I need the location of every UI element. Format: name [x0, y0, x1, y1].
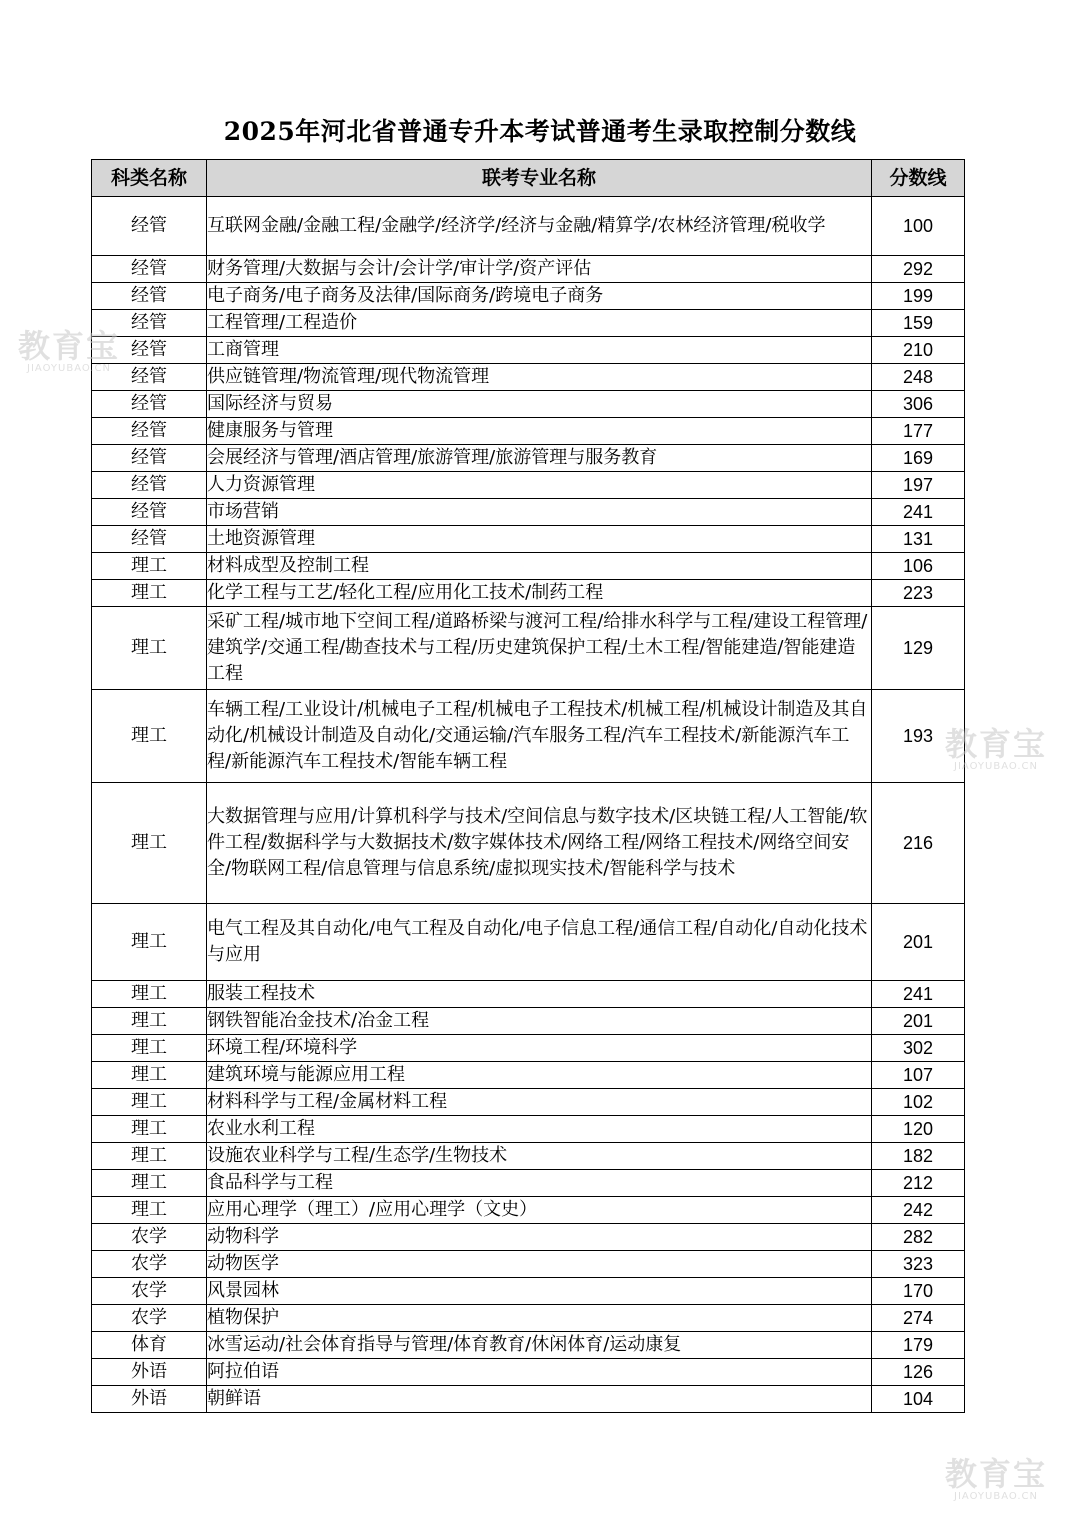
category-cell: 理工: [92, 580, 207, 607]
major-cell: 设施农业科学与工程/生态学/生物技术: [207, 1143, 872, 1170]
table-row: [92, 445, 965, 472]
table-row: [92, 1305, 965, 1332]
table-row: [92, 1278, 965, 1305]
page-title: 2025年河北省普通专升本考试普通考生录取控制分数线: [223, 117, 857, 146]
category-cell: 经管: [92, 283, 207, 310]
major-cell: 工程管理/工程造价: [207, 310, 872, 337]
category-cell: 经管: [92, 310, 207, 337]
table-header-row: [92, 160, 965, 197]
major-cell: 电气工程及其自动化/电气工程及自动化/电子信息工程/通信工程/自动化/自动化技术与应用: [207, 904, 872, 981]
category-cell: 理工: [92, 981, 207, 1008]
major-cell: 动物医学: [207, 1251, 872, 1278]
score-cell: 223: [872, 580, 965, 607]
score-table: [91, 159, 965, 1413]
watermark: [945, 1455, 1048, 1502]
table-row: [92, 553, 965, 580]
score-cell: 248: [872, 364, 965, 391]
major-cell: 服装工程技术: [207, 981, 872, 1008]
watermark: [945, 725, 1048, 772]
major-cell: 健康服务与管理: [207, 418, 872, 445]
score-cell: 212: [872, 1170, 965, 1197]
score-cell: 107: [872, 1062, 965, 1089]
category-cell: 理工: [92, 904, 207, 981]
table-body: [92, 197, 965, 1413]
header-major: 联考专业名称: [207, 160, 872, 197]
major-cell: 人力资源管理: [207, 472, 872, 499]
category-cell: 理工: [92, 1062, 207, 1089]
table-row: [92, 607, 965, 690]
table-row: [92, 1170, 965, 1197]
major-cell: 风景园林: [207, 1278, 872, 1305]
major-cell: 朝鲜语: [207, 1386, 872, 1413]
score-cell: 210: [872, 337, 965, 364]
major-cell: 冰雪运动/社会体育指导与管理/体育教育/休闲体育/运动康复: [207, 1332, 872, 1359]
category-cell: 经管: [92, 499, 207, 526]
score-cell: 193: [872, 690, 965, 783]
table-row: [92, 310, 965, 337]
major-cell: 工商管理: [207, 337, 872, 364]
score-cell: 201: [872, 904, 965, 981]
table-row: [92, 1332, 965, 1359]
score-cell: 131: [872, 526, 965, 553]
category-cell: 农学: [92, 1278, 207, 1305]
major-cell: 植物保护: [207, 1305, 872, 1332]
major-cell: 供应链管理/物流管理/现代物流管理: [207, 364, 872, 391]
major-cell: 动物科学: [207, 1224, 872, 1251]
score-cell: 177: [872, 418, 965, 445]
score-cell: 182: [872, 1143, 965, 1170]
major-cell: 大数据管理与应用/计算机科学与技术/空间信息与数字技术/区块链工程/人工智能/软件工程/数据科学与大数据技术/数字媒体技术/网络工程/网络工程技术/网络空间安全/物联网工程/信息管理与信息系统/虚拟现实技术/智能科学与技术: [207, 783, 872, 904]
table-row: [92, 526, 965, 553]
table-row: [92, 1251, 965, 1278]
score-cell: 323: [872, 1251, 965, 1278]
category-cell: 经管: [92, 418, 207, 445]
category-cell: 理工: [92, 553, 207, 580]
score-cell: 216: [872, 783, 965, 904]
header-score: 分数线: [872, 160, 965, 197]
table-row: [92, 1197, 965, 1224]
major-cell: 市场营销: [207, 499, 872, 526]
category-cell: 农学: [92, 1251, 207, 1278]
category-cell: 经管: [92, 445, 207, 472]
table-row: [92, 1224, 965, 1251]
category-cell: 理工: [92, 690, 207, 783]
major-cell: 环境工程/环境科学: [207, 1035, 872, 1062]
major-cell: 国际经济与贸易: [207, 391, 872, 418]
major-cell: 财务管理/大数据与会计/会计学/审计学/资产评估: [207, 256, 872, 283]
major-cell: 钢铁智能冶金技术/冶金工程: [207, 1008, 872, 1035]
watermark-brand: 教育宝: [945, 1455, 1048, 1493]
watermark: [18, 327, 121, 374]
header-category: 科类名称: [92, 160, 207, 197]
table-row: [92, 337, 965, 364]
table-row: [92, 472, 965, 499]
score-cell: 241: [872, 499, 965, 526]
watermark-brand: 教育宝: [945, 725, 1048, 763]
table-row: [92, 580, 965, 607]
score-cell: 241: [872, 981, 965, 1008]
category-cell: 理工: [92, 1116, 207, 1143]
score-cell: 102: [872, 1089, 965, 1116]
major-cell: 食品科学与工程: [207, 1170, 872, 1197]
watermark-domain: JIAOYUBAO.CN: [27, 363, 111, 374]
table-row: [92, 981, 965, 1008]
score-cell: 199: [872, 283, 965, 310]
category-cell: 农学: [92, 1305, 207, 1332]
table-row: [92, 1143, 965, 1170]
table-row: [92, 256, 965, 283]
table-row: [92, 1089, 965, 1116]
score-cell: 292: [872, 256, 965, 283]
category-cell: 外语: [92, 1359, 207, 1386]
table-row: [92, 1359, 965, 1386]
score-cell: 306: [872, 391, 965, 418]
major-cell: 土地资源管理: [207, 526, 872, 553]
watermark-domain: JIAOYUBAO.CN: [954, 1491, 1038, 1502]
major-cell: 应用心理学（理工）/应用心理学（文史）: [207, 1197, 872, 1224]
category-cell: 理工: [92, 1170, 207, 1197]
category-cell: 理工: [92, 607, 207, 690]
score-cell: 242: [872, 1197, 965, 1224]
category-cell: 经管: [92, 472, 207, 499]
major-cell: 材料科学与工程/金属材料工程: [207, 1089, 872, 1116]
table-row: [92, 904, 965, 981]
category-cell: 理工: [92, 1197, 207, 1224]
category-cell: 理工: [92, 1008, 207, 1035]
table-row: [92, 283, 965, 310]
score-cell: 201: [872, 1008, 965, 1035]
table-row: [92, 391, 965, 418]
score-cell: 169: [872, 445, 965, 472]
score-cell: 106: [872, 553, 965, 580]
score-cell: 197: [872, 472, 965, 499]
category-cell: 经管: [92, 526, 207, 553]
score-cell: 100: [872, 197, 965, 256]
score-cell: 159: [872, 310, 965, 337]
table-row: [92, 783, 965, 904]
major-cell: 农业水利工程: [207, 1116, 872, 1143]
category-cell: 经管: [92, 197, 207, 256]
table-row: [92, 1035, 965, 1062]
category-cell: 经管: [92, 337, 207, 364]
table-row: [92, 1386, 965, 1413]
watermark-brand: 教育宝: [18, 327, 121, 365]
category-cell: 理工: [92, 1089, 207, 1116]
category-cell: 体育: [92, 1332, 207, 1359]
major-cell: 材料成型及控制工程: [207, 553, 872, 580]
score-cell: 274: [872, 1305, 965, 1332]
major-cell: 车辆工程/工业设计/机械电子工程/机械电子工程技术/机械工程/机械设计制造及其自动化/机械设计制造及自动化/交通运输/汽车服务工程/汽车工程技术/新能源汽车工程/新能源汽车工程技术/智能车辆工程: [207, 690, 872, 783]
table-row: [92, 418, 965, 445]
score-cell: 129: [872, 607, 965, 690]
major-cell: 电子商务/电子商务及法律/国际商务/跨境电子商务: [207, 283, 872, 310]
table-row: [92, 1062, 965, 1089]
category-cell: 理工: [92, 1035, 207, 1062]
major-cell: 会展经济与管理/酒店管理/旅游管理/旅游管理与服务教育: [207, 445, 872, 472]
score-cell: 104: [872, 1386, 965, 1413]
major-cell: 阿拉伯语: [207, 1359, 872, 1386]
category-cell: 经管: [92, 364, 207, 391]
table-row: [92, 1116, 965, 1143]
watermark-domain: JIAOYUBAO.CN: [954, 761, 1038, 772]
score-cell: 120: [872, 1116, 965, 1143]
major-cell: 采矿工程/城市地下空间工程/道路桥梁与渡河工程/给排水科学与工程/建设工程管理/建筑学/交通工程/勘查技术与工程/历史建筑保护工程/土木工程/智能建造/智能建造工程: [207, 607, 872, 690]
category-cell: 农学: [92, 1224, 207, 1251]
category-cell: 经管: [92, 256, 207, 283]
major-cell: 建筑环境与能源应用工程: [207, 1062, 872, 1089]
category-cell: 理工: [92, 1143, 207, 1170]
score-cell: 126: [872, 1359, 965, 1386]
category-cell: 外语: [92, 1386, 207, 1413]
category-cell: 经管: [92, 391, 207, 418]
table-row: [92, 690, 965, 783]
table-row: [92, 197, 965, 256]
score-cell: 179: [872, 1332, 965, 1359]
table-row: [92, 499, 965, 526]
major-cell: 化学工程与工艺/轻化工程/应用化工技术/制药工程: [207, 580, 872, 607]
table-row: [92, 1008, 965, 1035]
major-cell: 互联网金融/金融工程/金融学/经济学/经济与金融/精算学/农林经济管理/税收学: [207, 197, 872, 256]
score-cell: 282: [872, 1224, 965, 1251]
category-cell: 理工: [92, 783, 207, 904]
table-row: [92, 364, 965, 391]
score-cell: 302: [872, 1035, 965, 1062]
score-cell: 170: [872, 1278, 965, 1305]
